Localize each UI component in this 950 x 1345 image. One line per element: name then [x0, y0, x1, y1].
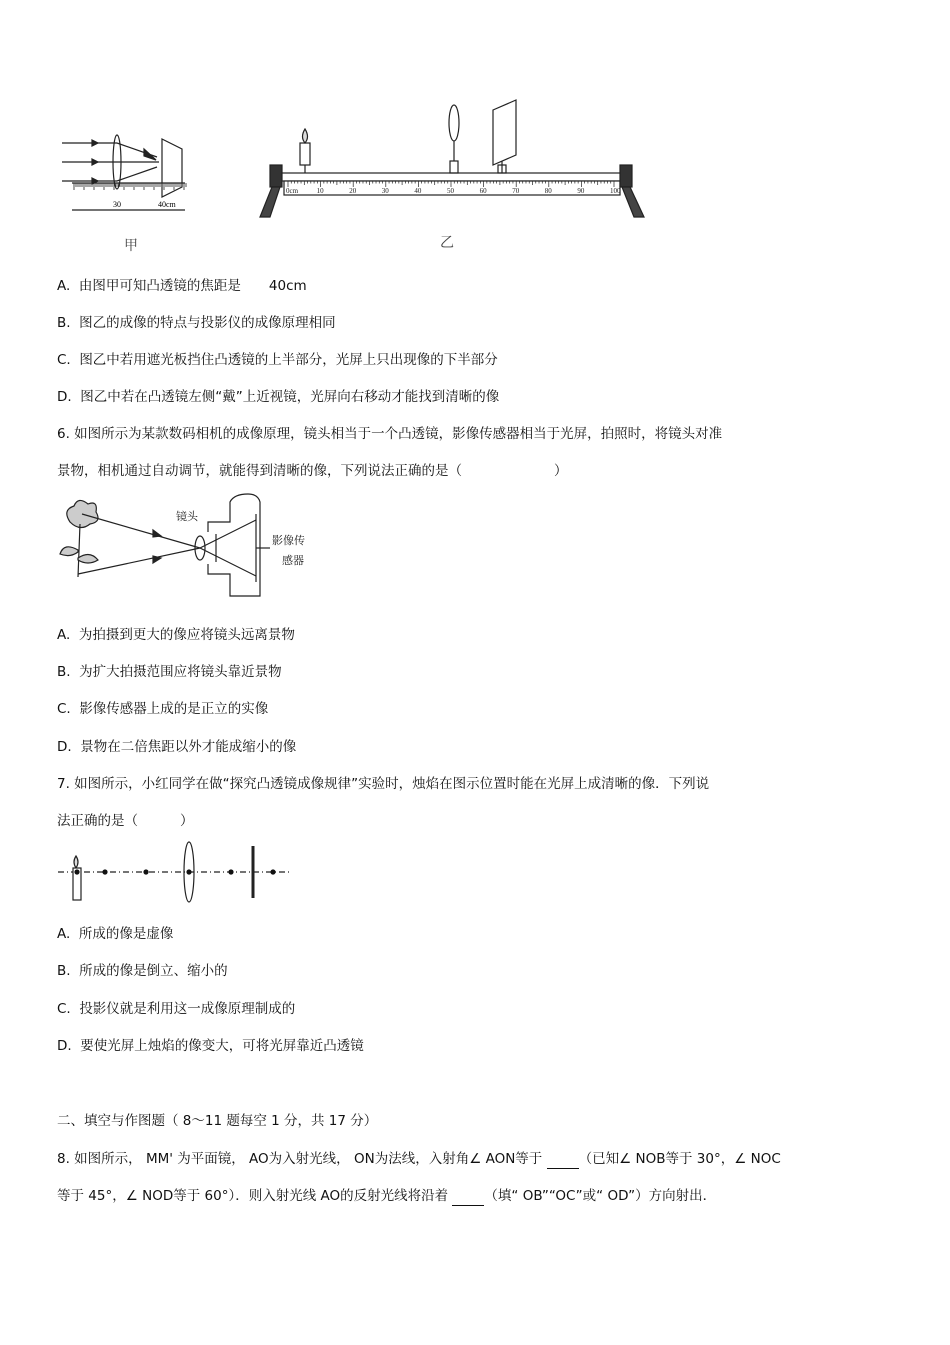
- q5-option-a-value: 40cm: [268, 278, 307, 294]
- q7-stem-line2: [57, 812, 194, 830]
- yi-scale-label: 20: [349, 187, 357, 195]
- q8-line1-a: 8. 如图所示， MM' 为平面镜， AO为入射光线， ON为法线，入射角∠ AON等于: [57, 1151, 543, 1167]
- yi-scale-label: 100: [610, 187, 621, 195]
- figure-candle-lens: [58, 838, 294, 906]
- q8-blank-1[interactable]: [547, 1150, 579, 1169]
- figure-jia-tick-40: 40cm: [158, 200, 176, 209]
- q8-line2-a: 等于 45°，∠ NOD等于 60°）．则入射光线 AO的反射光线将沿着: [57, 1188, 449, 1204]
- q5-option-a-text: 由图甲可知凸透镜的焦距是: [78, 278, 241, 294]
- q6-option-b-letter: B.: [57, 664, 71, 680]
- yi-scale-label: 80: [544, 187, 552, 195]
- q7-stem-text: 法正确的是（: [57, 813, 138, 829]
- q5-option-b: [57, 314, 336, 332]
- figure-jia: [62, 125, 192, 255]
- figure-camera: [58, 492, 330, 600]
- q7-option-d-text: 要使光屏上烛焰的像变大，可将光屏靠近凸透镜: [80, 1038, 364, 1054]
- q5-option-c: [57, 351, 498, 369]
- q5-option-b-text: 图乙的成像的特点与投影仪的成像原理相同: [79, 315, 336, 331]
- q7-option-c-text: 投影仪就是利用这一成像原理制成的: [79, 1001, 296, 1017]
- yi-scale-label: 40: [414, 187, 422, 195]
- yi-scale-label: 30: [381, 187, 389, 195]
- q5-option-b-letter: B.: [57, 315, 71, 331]
- figure-jia-caption: 甲: [124, 239, 138, 254]
- q7-option-c: [57, 1000, 295, 1018]
- q7-stem-line1: 7. 如图所示，小红同学在做“探究凸透镜成像规律”实验时，烛焰在图示位置时能在光屏上成清晰的像．下列说: [57, 776, 710, 792]
- q7-option-d: [57, 1037, 364, 1055]
- q7-option-c-letter: C.: [57, 1001, 71, 1017]
- q7-option-a: [57, 925, 173, 943]
- yi-scale-label: 0cm: [286, 187, 299, 195]
- q6-option-b-text: 为扩大拍摄范围应将镜头靠近景物: [79, 664, 282, 680]
- q6-option-c-text: 影像传感器上成的是正立的实像: [79, 701, 269, 717]
- yi-scale-label: 10: [316, 187, 324, 195]
- q7-option-b-text: 所成的像是倒立、缩小的: [79, 963, 228, 979]
- q6-option-a-text: 为拍摄到更大的像应将镜头远离景物: [78, 627, 295, 643]
- q8-line2: [57, 1187, 716, 1206]
- figure-yi-caption: 乙: [440, 236, 454, 251]
- q5-option-d-letter: D.: [57, 389, 72, 405]
- yi-scale-label: 90: [577, 187, 585, 195]
- q5-option-d-text: 图乙中若在凸透镜左侧“戴”上近视镜，光屏向右移动才能找到清晰的像: [80, 389, 500, 405]
- q6-stem-line1: 6. 如图所示为某款数码相机的成像原理，镜头相当于一个凸透镜，影像传感器相当于光屏，拍照时，将镜头对准: [57, 426, 723, 442]
- q6-stem-text: 景物，相机通过自动调节，就能得到清晰的像，下列说法正确的是（: [57, 463, 462, 479]
- q6-option-b: [57, 663, 282, 681]
- camera-lens-label: 镜头: [176, 511, 198, 523]
- q6-stem-close: ）: [554, 463, 568, 479]
- section2-heading: 二、填空与作图题（ 8～11 题每空 1 分，共 17 分）: [57, 1113, 378, 1129]
- q5-option-c-text: 图乙中若用遮光板挡住凸透镜的上半部分，光屏上只出现像的下半部分: [79, 352, 498, 368]
- figure-jia-tick-30: 30: [113, 200, 121, 209]
- q5-option-d: [57, 388, 499, 406]
- q6-option-c-letter: C.: [57, 701, 71, 717]
- q6-option-a-letter: A.: [57, 627, 71, 643]
- camera-sensor-label-2: 感器: [282, 555, 304, 567]
- q7-option-a-letter: A.: [57, 926, 71, 942]
- q7-option-d-letter: D.: [57, 1038, 72, 1054]
- q5-option-a: [57, 277, 307, 295]
- yi-scale-label: 50: [447, 187, 454, 195]
- q6-stem-line2: [57, 462, 568, 480]
- q8-line1: [57, 1150, 781, 1169]
- q8-line1-b: （已知∠ NOB等于 30°，∠ NOC: [578, 1151, 781, 1167]
- q6-option-d-letter: D.: [57, 739, 72, 755]
- q6-option-c: [57, 700, 268, 718]
- q7-option-b-letter: B.: [57, 963, 71, 979]
- camera-sensor-label-1: 影像传: [272, 535, 305, 547]
- figure-yi: [256, 95, 651, 255]
- q7-option-b: [57, 962, 228, 980]
- q7-option-a-text: 所成的像是虚像: [78, 926, 174, 942]
- q5-option-a-letter: A.: [57, 278, 71, 294]
- q7-stem-close: ）: [180, 813, 194, 829]
- q6-option-a: [57, 626, 295, 644]
- q6-option-d-text: 景物在二倍焦距以外才能成缩小的像: [80, 739, 297, 755]
- yi-scale-label: 70: [512, 187, 520, 195]
- q8-line2-b: （填“ OB”“OC”或“ OD”）方向射出．: [484, 1188, 717, 1204]
- q5-option-c-letter: C.: [57, 352, 71, 368]
- yi-scale-label: 60: [479, 187, 487, 195]
- q6-option-d: [57, 738, 296, 756]
- q8-blank-2[interactable]: [452, 1187, 484, 1206]
